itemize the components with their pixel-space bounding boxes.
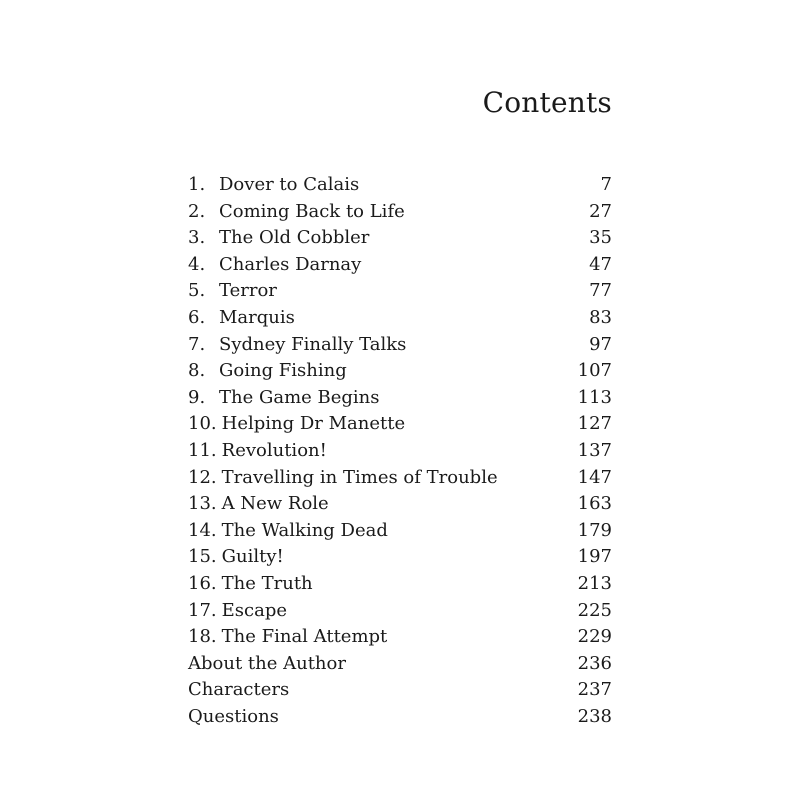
chapter-title: The Final Attempt [221,626,388,648]
chapter-number: 1. [188,174,206,195]
page-number: 179 [577,519,612,541]
toc-entry-label [188,624,387,651]
chapter-title: Going Fishing [219,360,347,382]
toc-entry [188,544,612,571]
chapter-title: Charles Darnay [219,253,362,275]
toc-entry [188,651,612,678]
toc-entry [188,598,612,625]
page-number: 47 [589,253,612,275]
toc-entry-label [188,172,359,199]
chapter-title: About the Author [188,652,346,674]
chapter-number: 2. [188,200,206,222]
toc-entry-label [188,598,287,625]
page-number: 97 [589,333,612,355]
toc-entry-label [188,358,347,385]
page-number: 147 [577,466,612,488]
toc-entry [188,571,612,598]
chapter-number: 3. [188,227,206,249]
page-number: 107 [577,360,612,382]
toc-entry-label [188,438,327,465]
toc-entry [188,385,612,412]
toc-entry-label [188,278,277,305]
chapter-title: Dover to Calais [219,174,360,195]
chapter-title: Coming Back to Life [219,200,405,222]
toc-entry-label [188,252,361,279]
chapter-title: The Old Cobbler [219,227,370,249]
page-number: 113 [577,386,612,408]
toc-entry [188,358,612,385]
chapter-title: Escape [221,599,288,621]
toc-entry [188,332,612,359]
chapter-number: 8. [188,360,206,382]
chapter-number: 14. [188,519,217,541]
page-number: 238 [577,705,612,727]
page-number: 7 [600,174,612,195]
toc-entry-label [188,677,289,704]
toc-entry [188,411,612,438]
toc-entry-label [188,411,405,438]
toc-entry-label [188,651,346,678]
toc-entry [188,624,612,651]
chapter-number: 17. [188,599,217,621]
chapter-number: 6. [188,306,206,328]
toc-entry-label [188,225,369,252]
chapter-title: Characters [188,679,290,701]
chapter-number: 10. [188,413,217,435]
page-number: 229 [577,626,612,648]
toc-entry-label [188,544,284,571]
toc-entry-label [188,491,329,518]
page-number: 197 [577,546,612,568]
chapter-number: 18. [188,626,217,648]
chapter-title: Travelling in Times of Trouble [221,466,498,488]
toc-entry [188,465,612,492]
toc-entry-label [188,465,498,492]
toc-entry-label [188,385,380,412]
chapter-number: 16. [188,572,217,594]
chapter-title: Guilty! [221,546,284,568]
page-number: 237 [577,679,612,701]
page-number: 236 [577,652,612,674]
toc-entry [188,518,612,545]
toc-entry [188,438,612,465]
chapter-number: 4. [188,253,206,275]
page-number: 225 [577,599,612,621]
toc-entry [188,199,612,226]
chapter-number: 12. [188,466,217,488]
chapter-title: Questions [188,705,279,727]
chapter-number: 11. [188,439,217,461]
chapter-title: Sydney Finally Talks [219,333,407,355]
chapter-title: A New Role [221,493,329,515]
page-number: 35 [589,227,612,249]
toc-entry [188,252,612,279]
page-number: 27 [589,200,612,222]
toc-entry [188,305,612,332]
page-number: 213 [577,572,612,594]
chapter-number: 13. [188,493,217,515]
chapter-title: The Game Begins [219,386,380,408]
chapter-number: 5. [188,280,206,302]
chapter-title: The Walking Dead [221,519,388,541]
page-number: 83 [589,306,612,328]
page-number: 127 [577,413,612,435]
toc-entry-label [188,332,406,359]
chapter-title: Terror [219,280,277,302]
toc-entry-label [188,571,313,598]
chapter-number: 15. [188,546,217,568]
chapter-title: Marquis [219,306,295,328]
toc-entry-label [188,305,295,332]
toc-entry [188,704,612,731]
toc-entry [188,491,612,518]
toc-entry-label [188,199,405,226]
toc-entry-label [188,518,388,545]
chapter-number: 7. [188,333,206,355]
page-title: Contents [482,86,612,119]
chapter-title: The Truth [221,572,313,594]
page-number: 163 [577,493,612,515]
toc-entry [188,172,612,199]
chapter-title: Helping Dr Manette [221,413,406,435]
toc-entry [188,225,612,252]
page-number: 77 [589,280,612,302]
toc-entry [188,278,612,305]
chapter-number: 9. [188,386,206,408]
chapter-title: Revolution! [221,439,327,461]
toc-entry [188,677,612,704]
toc-entry-label [188,704,279,731]
table-of-contents [188,172,612,730]
page-number: 137 [577,439,612,461]
